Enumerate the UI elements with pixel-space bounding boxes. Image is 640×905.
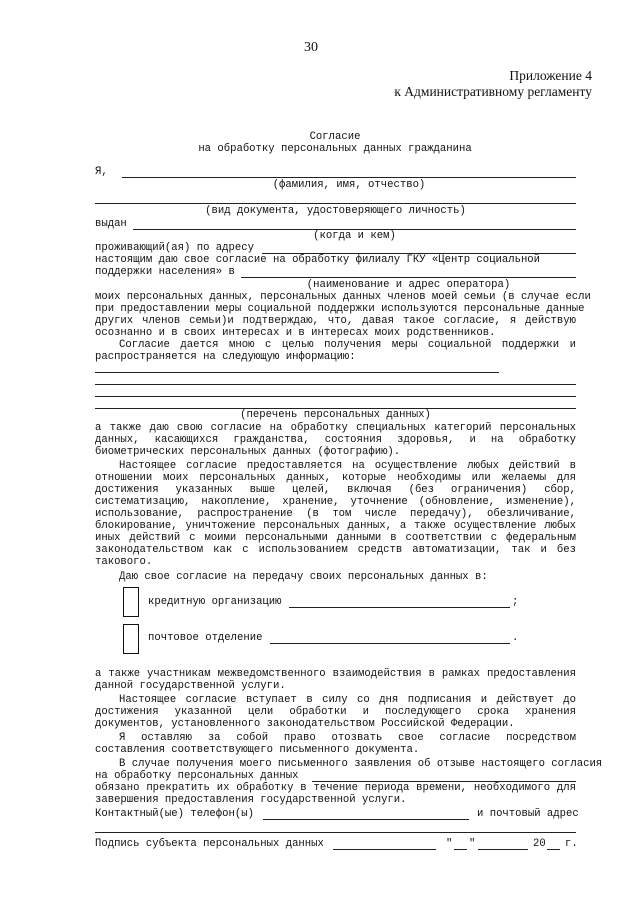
- paragraph-4-first: Настоящее согласие предоставляется на осуществление любых действий в: [119, 460, 576, 472]
- paragraph-1-last: осознанно и в своих интересах и в интересах моих родственников.: [95, 327, 496, 339]
- paragraph-4-line: использование, распространение (в том числе передачу), обезличивание,: [95, 508, 576, 520]
- document-caption: (вид документа, удостоверяющего личность): [205, 205, 466, 217]
- email-label: и почтовый адрес: [477, 808, 579, 820]
- issued-label: выдан: [95, 218, 127, 230]
- email-field-line[interactable]: [95, 832, 576, 833]
- paragraph-4-line: законодательством как с использованием средств автоматизации, так и без: [95, 544, 576, 556]
- paragraph-7-first: Я оставляю за собой право отозвать свое согласие посредством: [119, 732, 576, 744]
- transfer-intro: Даю свое согласие на передачу своих персональных данных в:: [119, 571, 488, 583]
- year-prefix: 20: [533, 838, 546, 850]
- paragraph-5-last: данной государственной услуги.: [95, 680, 286, 692]
- paragraph-6-last: документов, установленного законодательством Российской Федерации.: [95, 718, 515, 730]
- paragraph-4-line: систематизацию, накопление, хранение, уточнение (обновление, изменение),: [95, 496, 576, 508]
- paragraph-8-line3: обязано прекратить их обработку в течение периода времени, необходимого для: [95, 782, 576, 794]
- info-list-line[interactable]: [95, 396, 576, 397]
- info-list-line[interactable]: [95, 384, 576, 385]
- paragraph-1-line: моих персональных данных, персональных данных членов моей семьи (в случае если: [95, 291, 591, 303]
- post-office-label: почтовое отделение: [148, 632, 263, 644]
- i-label: Я,: [95, 166, 108, 178]
- paragraph-1-line: других членов семьи)и подтверждаю, что, давая такое согласие, я действую: [95, 315, 576, 327]
- post-office-checkbox[interactable]: [123, 624, 139, 654]
- paragraph-4-line: блокирование, уничтожение персональных данных, а также осуществление любых: [95, 520, 576, 532]
- paragraph-8-first: В случае получения моего письменного заявления об отзыве настоящего согласия: [119, 758, 603, 770]
- consent-statement-line1: настоящим даю свое согласие на обработку филиалу ГКУ «Центр социальной: [95, 254, 541, 266]
- paragraph-8-line2: на обработку персональных данных: [95, 770, 299, 782]
- page-number: 30: [304, 40, 318, 55]
- paragraph-4-line: отношении моих персональных данных, которые необходимы или желаемы для: [95, 472, 576, 484]
- paragraph-4-line: достижения указанных выше целей, включая (без ограничения) сбор,: [95, 484, 576, 496]
- post-office-end: .: [512, 632, 519, 644]
- signature-label: Подпись субъекта персональных данных: [95, 838, 324, 850]
- document-subtitle: на обработку персональных данных гражданина: [198, 143, 472, 155]
- credit-organization-checkbox[interactable]: [123, 587, 139, 617]
- paragraph-7-last: составления соответствующего письменного документа.: [95, 744, 420, 756]
- operator-caption: (наименование и адрес оператора): [306, 279, 511, 291]
- fio-caption: (фамилия, имя, отчество): [272, 179, 426, 191]
- day-field-line[interactable]: [454, 849, 467, 850]
- paragraph-4-last: такового.: [95, 556, 153, 568]
- paragraph-3-last: биометрических персональных данных (фотографию).: [95, 446, 401, 458]
- consent-statement-line2: поддержки населения» в: [95, 266, 235, 278]
- paragraph-2-last: распространяется на следующую информацию:: [95, 351, 356, 363]
- contact-phone-label: Контактный(ые) телефон(ы): [95, 808, 254, 820]
- operator-field-line[interactable]: [241, 277, 576, 278]
- appendix-number: Приложение 4: [509, 68, 592, 83]
- paragraph-8-last: завершения предоставления государственной услуги.: [95, 794, 407, 806]
- document-field-line[interactable]: [95, 203, 576, 204]
- paragraph-1-line: при предоставлении меры социальной поддержки используются персональные данные: [95, 303, 585, 315]
- document-title: Согласие: [309, 131, 361, 143]
- date-quote-close: ": [469, 838, 476, 850]
- date-quote-open: ": [446, 838, 453, 850]
- credit-organization-end: ;: [512, 596, 519, 608]
- year-field-line[interactable]: [547, 849, 560, 850]
- signature-field-line[interactable]: [333, 849, 436, 850]
- info-list-caption: (перечень персональных данных): [240, 409, 431, 421]
- residing-label: проживающий(ая) по адресу: [95, 242, 254, 254]
- regulation-reference: к Административному регламенту: [394, 84, 592, 99]
- paragraph-3-line: данных, касающихся гражданства, состояния здоровья, и на обработку: [95, 434, 576, 446]
- paragraph-5-line: а также участникам межведомственного взаимодействия в рамках предоставления: [95, 668, 576, 680]
- paragraph-6-line: достижения указанной цели обработки и последующего срока хранения: [95, 706, 576, 718]
- paragraph-4-line: иных действий с моими персональными данными в соответствии с федеральным: [95, 532, 576, 544]
- paragraph-2-first: Согласие дается мною с целью получения меры социальной поддержки и: [119, 339, 576, 351]
- credit-organization-field-line[interactable]: [289, 607, 510, 608]
- credit-organization-label: кредитную организацию: [148, 596, 282, 608]
- month-field-line[interactable]: [478, 849, 528, 850]
- issued-caption: (когда и кем): [313, 230, 396, 242]
- info-list-line[interactable]: [95, 372, 499, 373]
- paragraph-3-line: а также даю свою согласие на обработку специальных категорий персональных: [95, 422, 576, 434]
- contact-phone-field-line[interactable]: [263, 819, 469, 820]
- paragraph-6-first: Настоящее согласие вступает в силу со дня подписания и действует до: [119, 694, 576, 706]
- year-suffix: г.: [565, 838, 578, 850]
- fio-field-line[interactable]: [122, 177, 576, 178]
- post-office-field-line[interactable]: [270, 643, 510, 644]
